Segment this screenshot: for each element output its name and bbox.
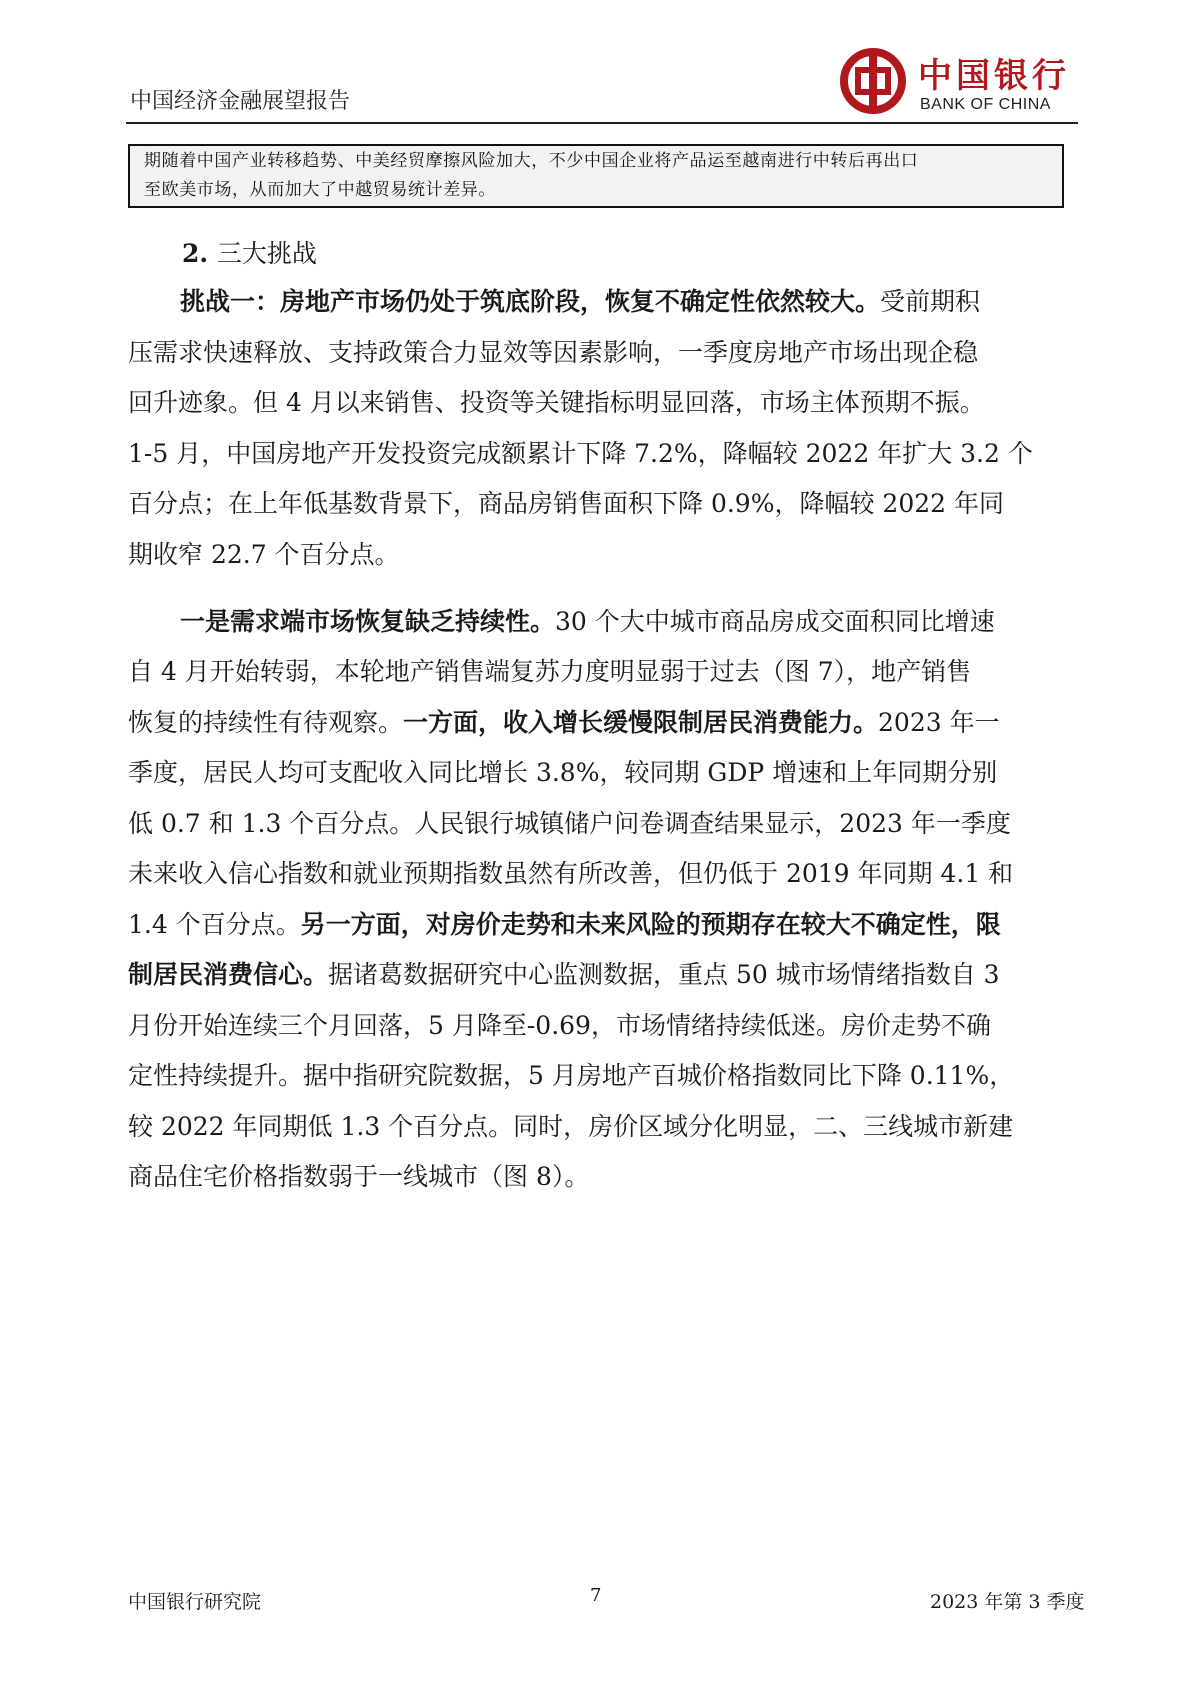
bold-phrase: 制居民消费信心。 xyxy=(128,960,329,989)
paragraph-line: 定性持续提升。据中指研究院数据，5 月房地产百城价格指数同比下降 0.11%， xyxy=(128,1061,1015,1090)
text-run: 30 个大中城市商品房成交面积同比增速 xyxy=(555,607,995,636)
paragraph-line xyxy=(180,602,995,642)
footer-institute: 中国银行研究院 xyxy=(128,1591,262,1613)
section-title xyxy=(182,234,317,270)
paragraph-line: 百分点；在上年低基数背景下，商品房销售面积下降 0.9%，降幅较 2022 年同 xyxy=(128,489,1004,518)
logo-english-name: BANK OF CHINA xyxy=(920,96,1051,113)
paragraph-line: 自 4 月开始转弱，本轮地产销售端复苏力度明显弱于过去（图 7），地产销售 xyxy=(128,657,972,686)
paragraph-line xyxy=(180,282,980,322)
bold-phrase: 一方面，收入增长缓慢限制居民消费能力。 xyxy=(403,708,879,737)
paragraph-line: 低 0.7 和 1.3 个百分点。人民银行城镇储户问卷调查结果显示，2023 年一季度 xyxy=(128,809,1011,838)
paragraph-line: 回升迹象。但 4 月以来销售、投资等关键指标明显回落，市场主体预期不振。 xyxy=(128,388,985,417)
lead-sentence: 挑战一：房地产市场仍处于筑底阶段，恢复不确定性依然较大。 xyxy=(180,287,881,316)
footer-period: 2023 年第 3 季度 xyxy=(930,1591,1085,1613)
paragraph-line xyxy=(128,703,1000,743)
paragraph-line xyxy=(128,955,1000,995)
paragraph-line: 季度，居民人均可支配收入同比增长 3.8%，较同期 GDP 增速和上年同期分别 xyxy=(128,758,998,787)
text-run: 2023 年一 xyxy=(878,708,1000,737)
text-run: 1.4 个百分点。 xyxy=(128,910,301,939)
bank-of-china-seal-icon xyxy=(840,48,906,114)
text-run: 恢复的持续性有待观察。 xyxy=(128,708,404,737)
logo-chinese-name: 中国银行 xyxy=(918,56,1070,96)
text-run: 据诸葛数据研究中心监测数据，重点 50 城市场情绪指数自 3 xyxy=(328,960,1000,989)
paragraph-line: 未来收入信心指数和就业预期指数虽然有所改善，但仍低于 2019 年同期 4.1 和 xyxy=(128,859,1014,888)
paragraph-line: 较 2022 年同期低 1.3 个百分点。同时，房价区域分化明显，二、三线城市新建 xyxy=(128,1112,1014,1141)
paragraph-line: 月份开始连续三个月回落，5 月降至-0.69，市场情绪持续低迷。房价走势不确 xyxy=(128,1011,991,1040)
section-number: 2. xyxy=(182,239,209,268)
bold-phrase: 一是需求端市场恢复缺乏持续性。 xyxy=(180,607,556,636)
bank-logo xyxy=(840,48,1070,118)
paragraph-line: 1-5 月，中国房地产开发投资完成额累计下降 7.2%，降幅较 2022 年扩大 3.2 个 xyxy=(128,439,1033,468)
box-note-line: 期随着中国产业转移趋势、中美经贸摩擦风险加大，不少中国企业将产品运至越南进行中转后再出口 xyxy=(144,151,919,171)
text-run: 受前期积 xyxy=(880,287,981,316)
paragraph-line xyxy=(128,905,1001,945)
header-divider xyxy=(126,122,1078,124)
box-note xyxy=(128,144,1064,208)
section-heading: 三大挑战 xyxy=(216,239,317,268)
paragraph-line: 期收窄 22.7 个百分点。 xyxy=(128,540,400,569)
report-title: 中国经济金融展望报告 xyxy=(130,89,351,114)
bold-phrase: 另一方面，对房价走势和未来风险的预期存在较大不确定性，限 xyxy=(300,910,1001,939)
box-note-line: 至欧美市场，从而加大了中越贸易统计差异。 xyxy=(144,180,496,200)
page-number: 7 xyxy=(590,1585,602,1606)
paragraph-line: 商品住宅价格指数弱于一线城市（图 8）。 xyxy=(128,1162,590,1191)
paragraph-line: 压需求快速释放、支持政策合力显效等因素影响，一季度房地产市场出现企稳 xyxy=(128,338,979,367)
